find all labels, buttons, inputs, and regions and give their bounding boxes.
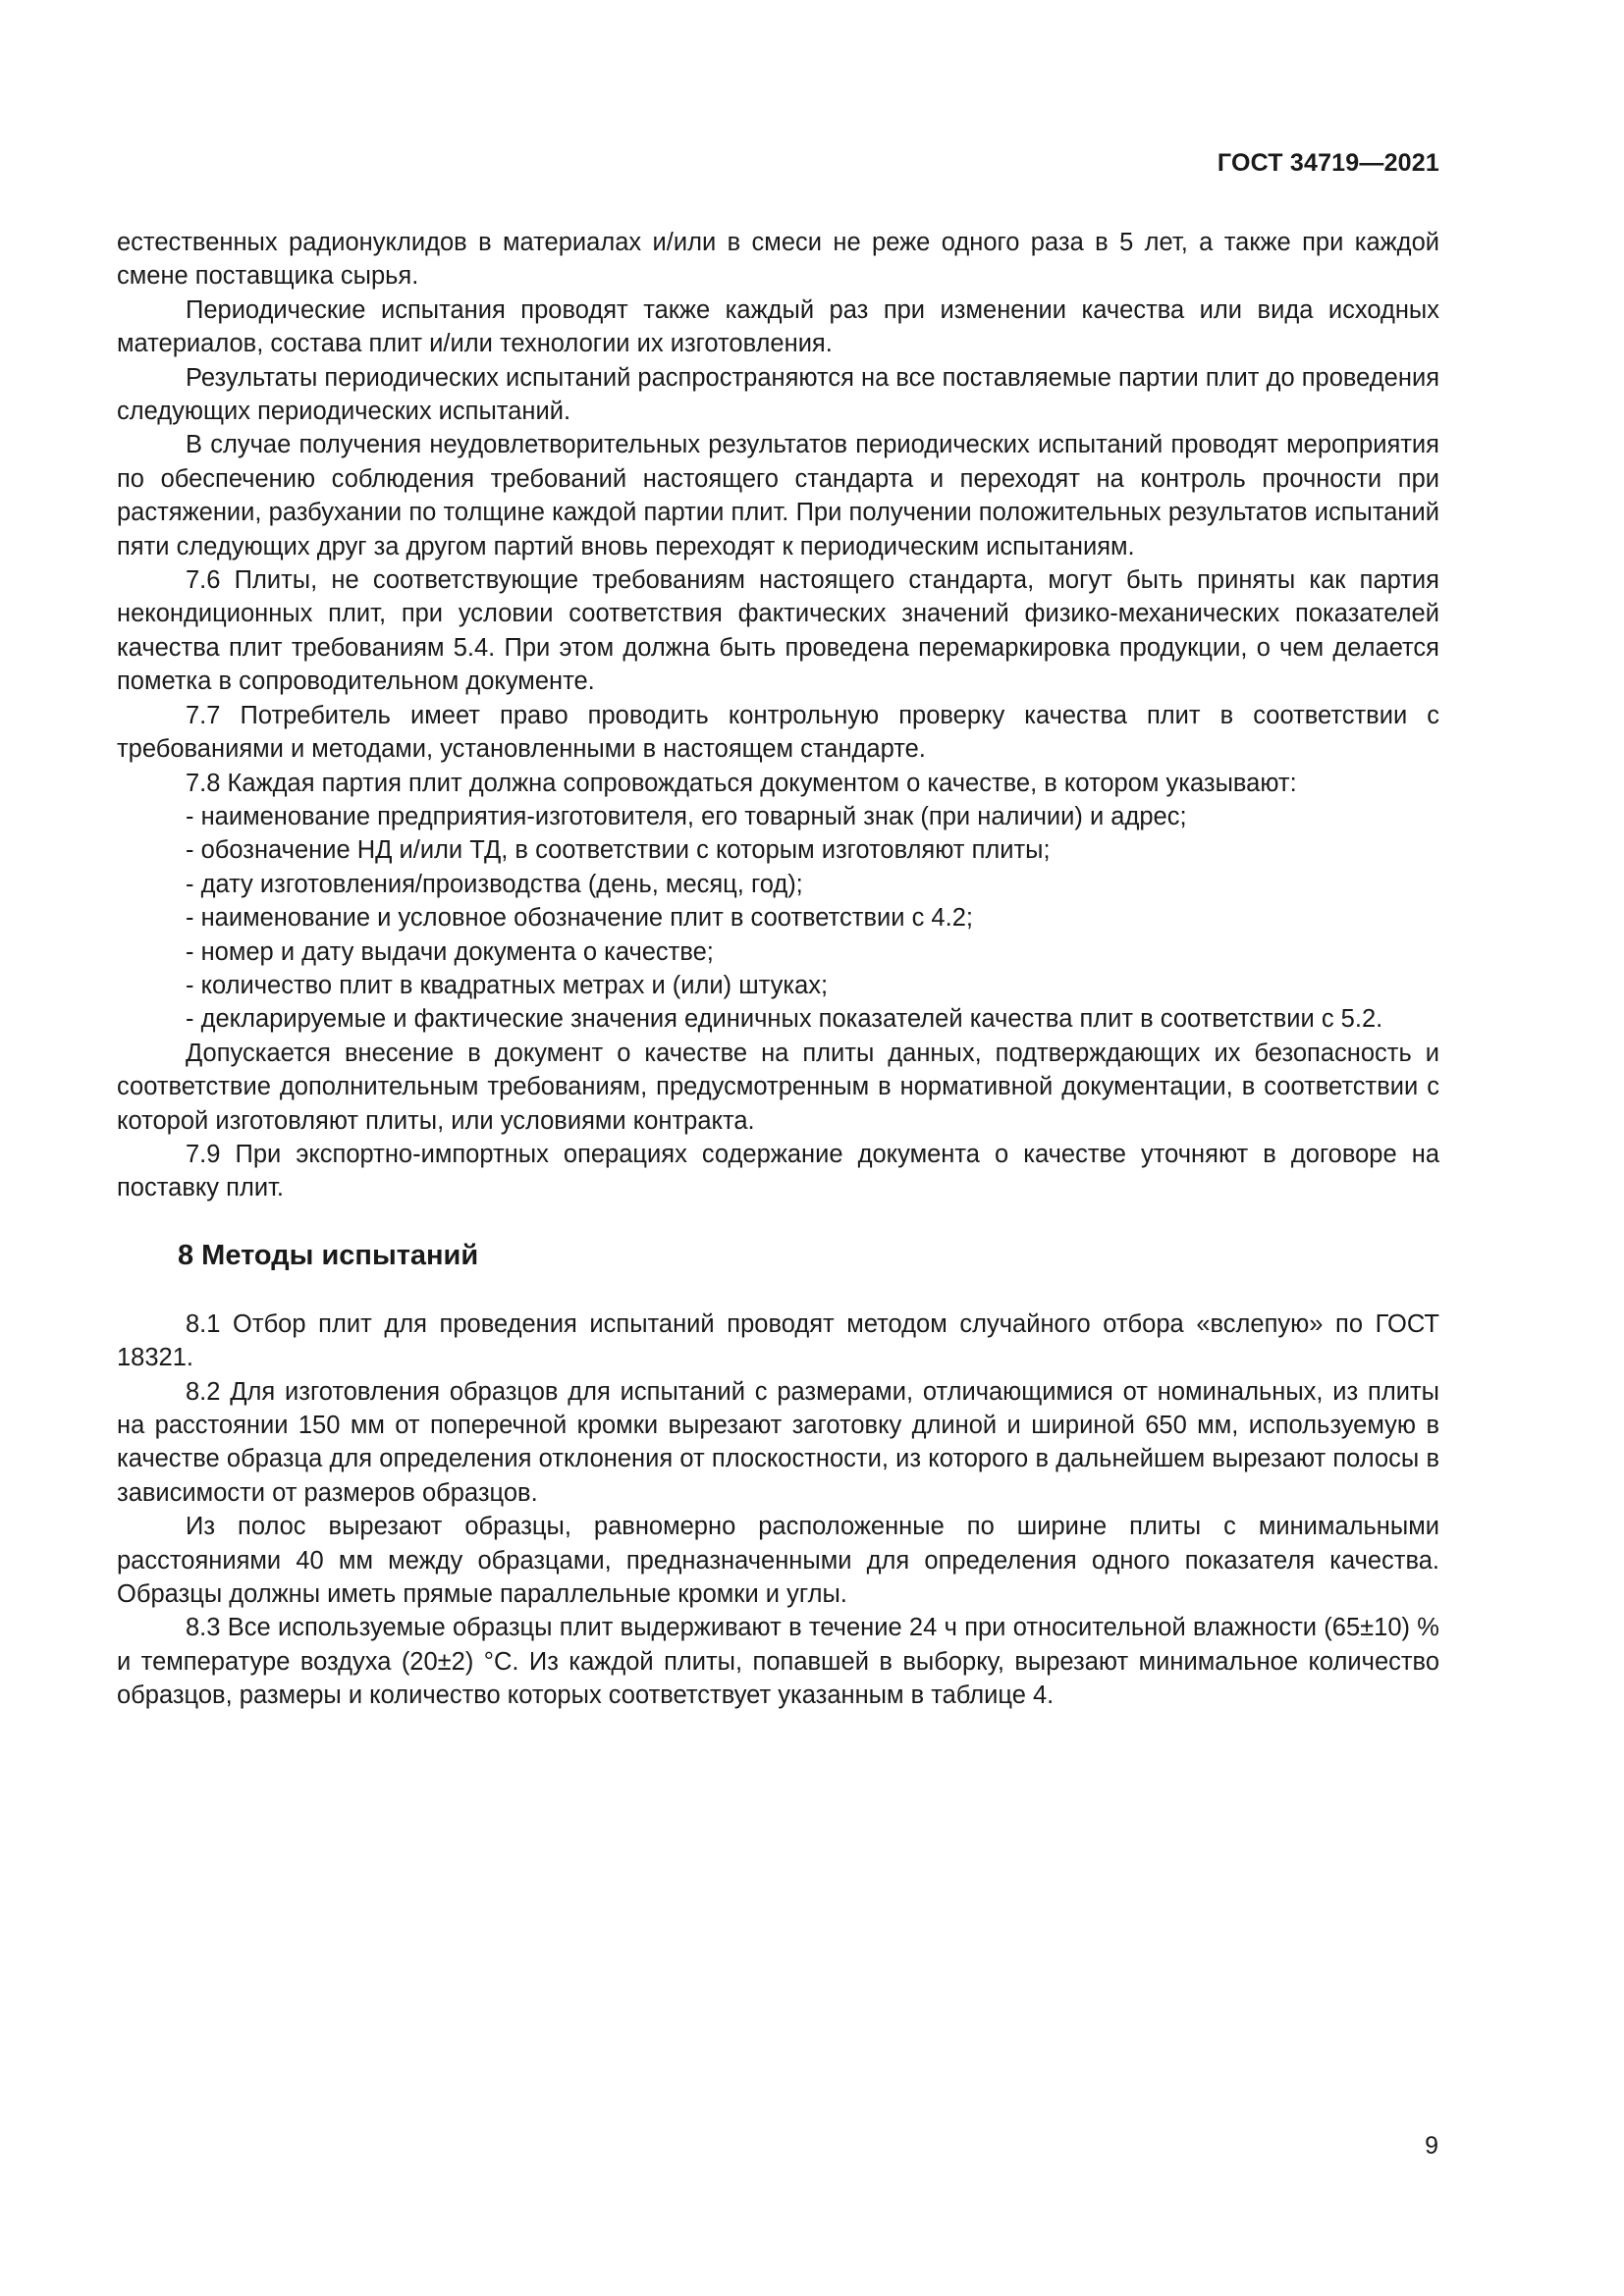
list-item: - количество плит в квадратных метрах и (или) штуках;	[186, 971, 829, 999]
list-item: - наименование и условное обозначение плит в соответствии с 4.2;	[186, 904, 973, 933]
paragraph: Результаты периодических испытаний распространяются на все поставляемые партии плит до проведения следующих периодических испытаний.	[117, 363, 1439, 426]
paragraphs-section-8	[117, 1308, 1439, 1713]
paragraph-7-8: 7.8 Каждая партия плит должна сопровождаться документом о качестве, в котором указывают:	[186, 769, 1297, 797]
paragraph: Из полос вырезают образцы, равномерно расположенные по ширине плиты с минимальными расстояниями 40 мм между образцами, предназначенными для определения одного показателя качества. Образцы должны иметь прямые параллельные кромки и углы.	[117, 1513, 1439, 1609]
paragraph: Допускается внесение в документ о качестве на плиты данных, подтверждающих их безопасность и соответствие дополнительным требованиям, предусмотренным в нормативной документации, в соответствии с которой изготовляют плиты, или условиями контракта.	[117, 1039, 1439, 1135]
paragraph-8-1: 8.1 Отбор плит для проведения испытаний проводят методом случайного отбора «вслепую» по ГОСТ 18321.	[117, 1309, 1439, 1372]
list-item: - наименование предприятия-изготовителя, его товарный знак (при наличии) и адрес;	[186, 802, 1187, 830]
paragraph: естественных радионуклидов в материалах и/или в смеси не реже одного раза в 5 лет, а также при каждой смене поставщика сырья.	[117, 229, 1439, 291]
section-heading: 8 Методы испытаний	[178, 1239, 479, 1271]
list-item: - обозначение НД и/или ТД, в соответствии с которым изготовляют плиты;	[186, 836, 1051, 865]
paragraph-7-7: 7.7 Потребитель имеет право проводить контрольную проверку качества плит в соответствии с требованиями и методами, установленными в настоящем стандарте.	[117, 701, 1439, 764]
paragraph: В случае получения неудовлетворительных результатов периодических испытаний проводят мероприятия по обеспечению соблюдения требований настоящего стандарта и переходят на контроль прочности при растяжении, разбухании по толщине каждой партии плит. При получении положительных результатов испытаний пяти следующих друг за другом партий вновь переходят к периодическим испытаниям.	[117, 431, 1439, 561]
paragraphs-section-7	[117, 226, 1439, 1205]
paragraph-7-9: 7.9 При экспортно-импортных операциях содержание документа о качестве уточняют в договоре на поставку плит.	[117, 1140, 1439, 1202]
page-number: 9	[1425, 2132, 1438, 2160]
paragraph: Периодические испытания проводят также каждый раз при изменении качества или вида исходных материалов, состава плит и/или технологии их изготовления.	[117, 295, 1439, 358]
paragraph-7-6: 7.6 Плиты, не соответствующие требованиям настоящего стандарта, могут быть приняты как партия некондиционных плит, при условии соответствия фактических значений физико-механических показателей качества плит требованиям 5.4. При этом должна быть проведена перемаркировка продукции, о чем делается пометка в сопроводительном документе.	[117, 566, 1439, 696]
list-item: - дату изготовления/производства (день, месяц, год);	[186, 870, 803, 898]
list-item: - декларируемые и фактические значения единичных показателей качества плит в соответствии с 5.2.	[186, 1005, 1383, 1034]
paragraph-8-3: 8.3 Все используемые образцы плит выдерживают в течение 24 ч при относительной влажности (65±10) % и температуре воздуха (20±2) °С. Из каждой плиты, попавшей в выборку, вырезают минимальное количество образцов, размеры и количество которых соответствует указанным в таблице 4.	[117, 1614, 1439, 1710]
list-item: - номер и дату выдачи документа о качестве;	[186, 937, 714, 966]
paragraph-8-2: 8.2 Для изготовления образцов для испытаний с размерами, отличающимися от номинальных, из плиты на расстоянии 150 мм от поперечной кромки вырезают заготовку длиной и шириной 650 мм, используемую в качестве образца для определения отклонения от плоскостности, из которого в дальнейшем вырезают полосы в зависимости от размеров образцов.	[117, 1377, 1439, 1507]
document-code-header: ГОСТ 34719—2021	[1217, 149, 1439, 177]
document-body	[117, 226, 1439, 1713]
